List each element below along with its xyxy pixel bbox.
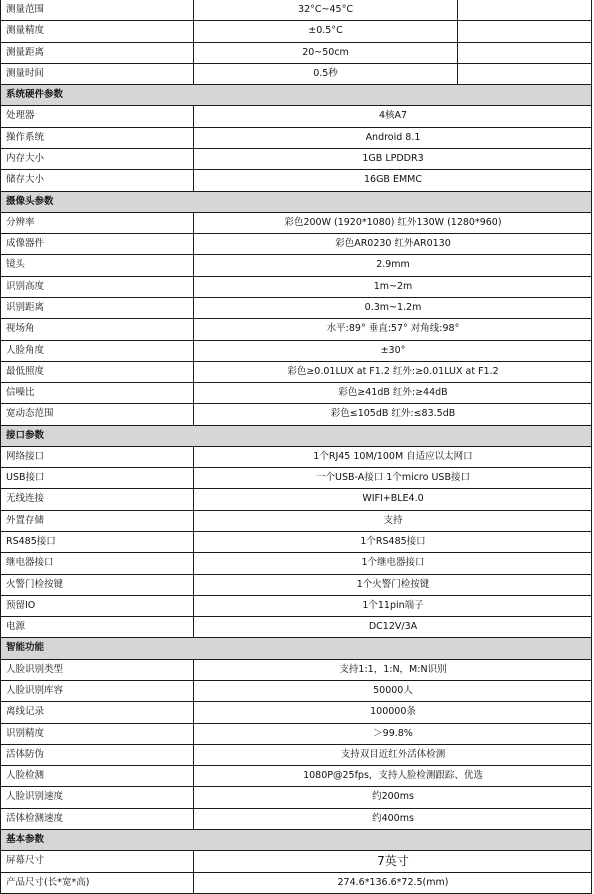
param-label: 人脸识别速度	[0, 787, 194, 807]
param-value: 7英寸	[377, 854, 409, 869]
param-value: 一个USB-A接口 1个micro USB接口	[316, 472, 470, 484]
param-label: 信噪比	[0, 383, 194, 403]
table-row	[0, 575, 592, 596]
param-value: 1GB LPDDR3	[362, 152, 424, 164]
param-label: 人脸识别库容	[0, 681, 194, 701]
param-value: 274.6*136.6*72.5(mm)	[337, 876, 449, 888]
param-value: WIFI+BLE4.0	[362, 493, 424, 505]
table-row	[0, 319, 592, 340]
param-label: 屏幕尺寸	[0, 851, 194, 871]
param-label: 测量精度	[0, 21, 194, 41]
table-row	[0, 660, 592, 681]
param-value: 支持1:1，1:N，M:N识别	[339, 663, 447, 675]
param-value: ±0.5°C	[194, 21, 458, 41]
param-value: 20~50cm	[194, 43, 458, 63]
param-value: 水平:89° 垂直:57° 对角线:98°	[326, 323, 460, 335]
table-row	[0, 213, 592, 234]
table-row	[0, 170, 592, 191]
param-value: 约400ms	[372, 812, 414, 824]
param-label: 视场角	[0, 319, 194, 339]
param-value: 彩色≥41dB 红外:≥44dB	[338, 387, 448, 399]
table-row	[0, 468, 592, 489]
param-label: 测量时间	[0, 64, 194, 84]
param-label: 分辨率	[0, 213, 194, 233]
empty-cell	[458, 0, 592, 20]
param-value: 0.3m~1.2m	[364, 301, 422, 313]
table-row	[0, 809, 592, 830]
table-row	[0, 851, 592, 872]
param-label: 继电器接口	[0, 553, 194, 573]
table-row	[0, 787, 592, 808]
param-label: RS485接口	[0, 532, 194, 552]
section-header: 系统硬件参数	[0, 85, 592, 106]
param-label: 识别距离	[0, 298, 194, 318]
param-label: 外置存储	[0, 511, 194, 531]
section-header: 智能功能	[0, 638, 592, 659]
table-row	[0, 873, 592, 894]
param-value: 2.9mm	[376, 259, 410, 271]
param-value: 1个继电器接口	[361, 557, 425, 569]
param-label: 活体防伪	[0, 745, 194, 765]
param-value: ＞99.8%	[373, 727, 413, 739]
param-label: 人脸角度	[0, 341, 194, 361]
param-label: 产品尺寸(长*宽*高)	[0, 873, 194, 893]
table-row	[0, 43, 592, 64]
param-value: 1080P@25fps，支持人脸检测跟踪、优选	[303, 770, 483, 782]
table-row	[0, 149, 592, 170]
table-row	[0, 255, 592, 276]
param-label: 处理器	[0, 106, 194, 126]
section-header: 摄像头参数	[0, 192, 592, 213]
param-value: 4核A7	[378, 110, 408, 122]
table-row	[0, 298, 592, 319]
param-value: 1个11pin端子	[362, 599, 424, 611]
table-row	[0, 64, 592, 85]
empty-cell	[458, 21, 592, 41]
param-label: 成像器件	[0, 234, 194, 254]
param-value: 32°C~45°C	[194, 0, 458, 20]
table-row	[0, 21, 592, 42]
param-label: 无线连接	[0, 489, 194, 509]
param-value: 彩色≥0.01LUX at F1.2 红外:≥0.01LUX at F1.2	[287, 365, 499, 377]
table-row	[0, 617, 592, 638]
param-value: Android 8.1	[365, 131, 421, 143]
table-row	[0, 553, 592, 574]
section-header: 接口参数	[0, 426, 592, 447]
param-label: 宽动态范围	[0, 404, 194, 424]
param-label: 火警门检按键	[0, 575, 194, 595]
param-label: 识别精度	[0, 724, 194, 744]
param-label: 离线记录	[0, 702, 194, 722]
param-value: DC12V/3A	[368, 621, 418, 633]
param-label: 操作系统	[0, 128, 194, 148]
param-value: 100000条	[370, 706, 416, 718]
table-row	[0, 532, 592, 553]
param-label: 测量范围	[0, 0, 194, 20]
param-label: 镜头	[0, 255, 194, 275]
table-row	[0, 383, 592, 404]
table-row	[0, 681, 592, 702]
param-label: 预留IO	[0, 596, 194, 616]
param-value: 支持双目近红外活体检测	[340, 748, 446, 760]
empty-cell	[458, 43, 592, 63]
param-value: 16GB EMMC	[363, 174, 423, 186]
table-row	[0, 277, 592, 298]
param-value: 1个火警门检按键	[356, 578, 430, 590]
table-row	[0, 702, 592, 723]
table-row	[0, 106, 592, 127]
param-value: ±30°	[380, 344, 406, 356]
param-label: 储存大小	[0, 170, 194, 190]
param-label: 活体检测速度	[0, 809, 194, 829]
param-label: 最低照度	[0, 362, 194, 382]
param-label: 内存大小	[0, 149, 194, 169]
param-label: 测量距离	[0, 43, 194, 63]
param-label: 人脸识别类型	[0, 660, 194, 680]
param-value: 1个RS485接口	[360, 536, 426, 548]
param-value: 1m~2m	[373, 280, 413, 292]
param-value: 50000人	[373, 685, 413, 696]
param-value: 彩色≤105dB 红外:≤83.5dB	[330, 408, 456, 420]
param-label: 人脸检测	[0, 766, 194, 786]
param-label: 网络接口	[0, 447, 194, 467]
table-row	[0, 0, 592, 21]
param-value: 1个RJ45 10M/100M 自适应以太网口	[313, 450, 473, 462]
param-value: 支持	[383, 514, 403, 526]
table-row	[0, 404, 592, 425]
table-row	[0, 745, 592, 766]
param-label: 识别高度	[0, 277, 194, 297]
table-row	[0, 724, 592, 745]
table-row	[0, 766, 592, 787]
param-value: 0.5秒	[194, 64, 458, 84]
param-value: 彩色200W (1920*1080) 红外130W (1280*960)	[284, 216, 502, 228]
table-row	[0, 447, 592, 468]
empty-cell	[458, 64, 592, 84]
section-header: 基本参数	[0, 830, 592, 851]
table-row	[0, 341, 592, 362]
param-label: 电源	[0, 617, 194, 637]
table-row	[0, 596, 592, 617]
table-row	[0, 511, 592, 532]
table-row	[0, 489, 592, 510]
table-row	[0, 234, 592, 255]
param-label: USB接口	[0, 468, 194, 488]
table-row	[0, 362, 592, 383]
param-value: 约200ms	[372, 791, 414, 803]
table-row	[0, 128, 592, 149]
param-value: 彩色AR0230 红外AR0130	[335, 238, 451, 250]
